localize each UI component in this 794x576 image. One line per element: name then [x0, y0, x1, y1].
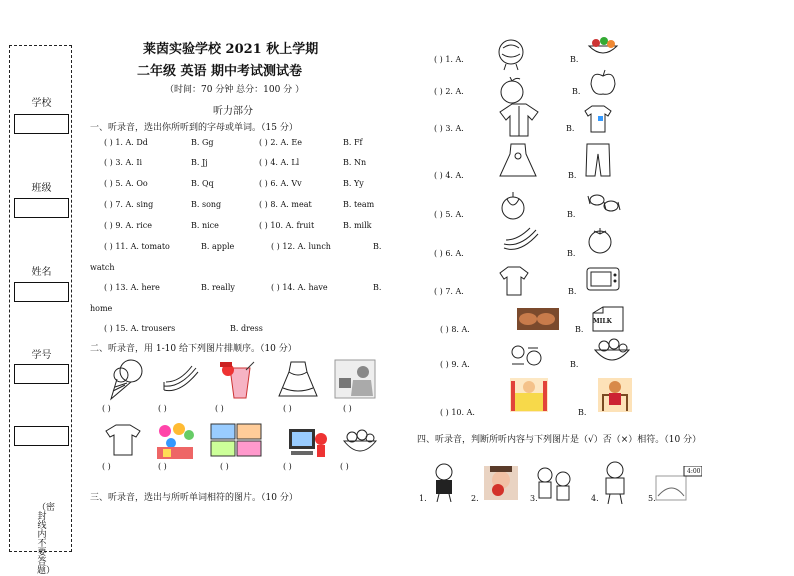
t-shirt-pocket-icon — [584, 104, 612, 134]
t-shirt-icon — [104, 423, 142, 457]
listening-heading: 听力部分 — [213, 106, 253, 117]
section3-heading: 三、听录音，选出与所听单词相符的图片。（10 分） — [90, 493, 298, 503]
comic-strip-icon — [210, 423, 262, 457]
section1-wrap-11: watch — [90, 263, 115, 272]
section3-item-paren[interactable]: ( ) 8. A. — [440, 325, 470, 334]
section3-item-b: B. — [567, 210, 576, 219]
section4-label-5: 5. — [648, 494, 656, 503]
section3-item-b: B. — [575, 325, 584, 334]
section3-item-paren[interactable]: ( ) 5. A. — [434, 210, 464, 219]
candy-icon — [585, 188, 623, 218]
section3-item-b: B. — [572, 87, 581, 96]
tv-icon — [287, 423, 329, 459]
exam-title: 二年级 英语 期中考试测试卷 — [137, 64, 303, 79]
vegetable-bowl-icon — [586, 36, 620, 58]
apple-icon — [588, 68, 618, 98]
bananas-icon — [160, 362, 202, 398]
section3-item-paren[interactable]: ( ) 2. A. — [434, 87, 464, 96]
section1-cell: B. Gg — [191, 138, 214, 147]
section1-cell[interactable]: ( ) 3. A. Ii — [104, 158, 143, 167]
tomato-icon — [584, 225, 616, 255]
section1-cell: B. Ff — [343, 138, 363, 147]
section1-cell[interactable]: ( ) 15. A. trousers — [104, 324, 176, 333]
seal-line-note: （密封线内不要答题） — [37, 503, 56, 576]
boy-icon — [427, 462, 461, 502]
juice-icon — [218, 360, 262, 400]
section4-label-4: 4. — [591, 494, 599, 503]
name-field[interactable] — [14, 282, 69, 302]
section1-cell[interactable]: ( ) 9. A. rice — [104, 221, 152, 230]
section1-cell[interactable]: ( ) 11. A. tomato — [104, 242, 170, 251]
milk-label: MILK — [593, 318, 612, 325]
order-blank-3[interactable]: ( ) — [215, 404, 224, 413]
section3-item-b: B. — [568, 287, 577, 296]
section1-cell: B. Qq — [191, 179, 214, 188]
section3-item-b: B. — [578, 408, 587, 417]
salad-bowl-icon — [340, 423, 380, 459]
sleeping-child-icon — [509, 377, 549, 413]
section1-cell: B. Jj — [191, 158, 208, 167]
section3-item-paren[interactable]: ( ) 9. A. — [440, 360, 470, 369]
section3-item-b: B. — [568, 171, 577, 180]
school-field[interactable] — [14, 114, 69, 134]
order-blank-8[interactable]: ( ) — [220, 462, 229, 471]
section1-cell: B. Yy — [343, 179, 364, 188]
section3-item-paren[interactable]: ( ) 4. A. — [434, 171, 464, 180]
tshirt-outline-icon — [498, 265, 530, 297]
section4-label-2: 2. — [471, 494, 479, 503]
dress-icon — [277, 358, 319, 400]
section3-item-paren[interactable]: ( ) 6. A. — [434, 249, 464, 258]
fruit-bowl-icon — [592, 336, 632, 368]
section4-heading: 四、听录音，判断所听内容与下列图片是（√）否（×）相符。（10 分） — [417, 435, 702, 445]
section1-cell: B. — [373, 242, 382, 251]
time-score: （时间：70 分钟 总分：100 分 ） — [165, 85, 305, 95]
section1-cell: B. dress — [230, 324, 263, 333]
section1-cell[interactable]: ( ) 7. A. sing — [104, 200, 154, 209]
section3-item-paren[interactable]: ( ) 3. A. — [434, 124, 464, 133]
order-blank-4[interactable]: ( ) — [283, 404, 292, 413]
order-blank-5[interactable]: ( ) — [343, 404, 352, 413]
section3-item-b: B. — [566, 124, 575, 133]
family-icon — [153, 421, 197, 461]
section3-item-paren[interactable]: ( ) 7. A. — [434, 287, 464, 296]
section1-cell: B. song — [191, 200, 222, 209]
section1-cell: B. milk — [343, 221, 372, 230]
section1-cell: B. team — [343, 200, 375, 209]
section1-cell[interactable]: ( ) 13. A. here — [104, 283, 160, 292]
order-blank-7[interactable]: ( ) — [158, 462, 167, 471]
extra-field[interactable] — [14, 426, 69, 446]
section1-cell[interactable]: ( ) 6. A. Vv — [259, 179, 302, 188]
school-title: 莱茵实验学校 2021 秋上学期 — [143, 42, 319, 57]
boy-reading-icon — [598, 460, 632, 504]
section1-cell[interactable]: ( ) 2. A. Ee — [259, 138, 302, 147]
bread-loaf-icon — [516, 307, 560, 331]
section1-cell: B. really — [201, 283, 235, 292]
two-children-icon — [534, 466, 574, 504]
child-on-chair-icon — [597, 377, 633, 413]
section3-item-paren[interactable]: ( ) 1. A. — [434, 55, 464, 64]
section3-item-b: B. — [567, 249, 576, 258]
section1-cell: B. apple — [201, 242, 235, 251]
clock-time: 4:00 — [687, 468, 701, 475]
section1-cell[interactable]: ( ) 1. A. Dd — [104, 138, 148, 147]
section4-label-1: 1. — [419, 494, 427, 503]
section1-cell[interactable]: ( ) 14. A. have — [271, 283, 328, 292]
order-blank-1[interactable]: ( ) — [102, 404, 111, 413]
onion-icon — [497, 191, 529, 221]
section3-item-b: B. — [570, 360, 579, 369]
dress-outline-icon — [498, 142, 538, 180]
section1-cell[interactable]: ( ) 8. A. meat — [259, 200, 312, 209]
section1-cell: B. — [373, 283, 382, 292]
name-label: 姓名 — [31, 267, 52, 278]
section1-cell[interactable]: ( ) 4. A. Ll — [259, 158, 300, 167]
section1-cell[interactable]: ( ) 5. A. Oo — [104, 179, 148, 188]
orange-icon — [494, 38, 528, 72]
section3-item-paren[interactable]: ( ) 10. A. — [440, 408, 475, 417]
girl-eating-icon — [484, 466, 518, 500]
section2-heading: 二、听录音，用 1-10 给下列图片排顺序。（10 分） — [90, 344, 297, 354]
number-field[interactable] — [14, 364, 69, 384]
section1-cell: B. nice — [191, 221, 219, 230]
class-label: 班级 — [31, 183, 52, 194]
number-label: 学号 — [31, 350, 52, 361]
section3-item-b: B. — [570, 55, 579, 64]
television-icon — [585, 264, 621, 294]
ice-cream-icon — [103, 357, 151, 401]
shirt-icon — [498, 102, 540, 138]
section1-cell[interactable]: ( ) 10. A. fruit — [259, 221, 315, 230]
order-blank-6[interactable]: ( ) — [102, 462, 111, 471]
binding-margin — [9, 45, 72, 576]
section1-cell: B. Nn — [343, 158, 367, 167]
order-blank-9[interactable]: ( ) — [283, 462, 292, 471]
trousers-icon — [584, 142, 612, 178]
section1-cell[interactable]: ( ) 12. A. lunch — [271, 242, 331, 251]
banana-bunch-icon — [500, 226, 542, 256]
orange-fruit-icon — [496, 77, 528, 105]
toys-icon — [508, 342, 546, 370]
class-field[interactable] — [14, 198, 69, 218]
section1-heading: 一、听录音，选出你所听到的字母或单词。（15 分） — [90, 123, 298, 133]
order-blank-2[interactable]: ( ) — [158, 404, 167, 413]
section1-wrap-13: home — [90, 304, 113, 313]
girl-reading-icon — [333, 358, 377, 400]
section4-label-3: 3. — [530, 494, 538, 503]
order-blank-10[interactable]: ( ) — [340, 462, 349, 471]
school-label: 学校 — [31, 98, 52, 109]
